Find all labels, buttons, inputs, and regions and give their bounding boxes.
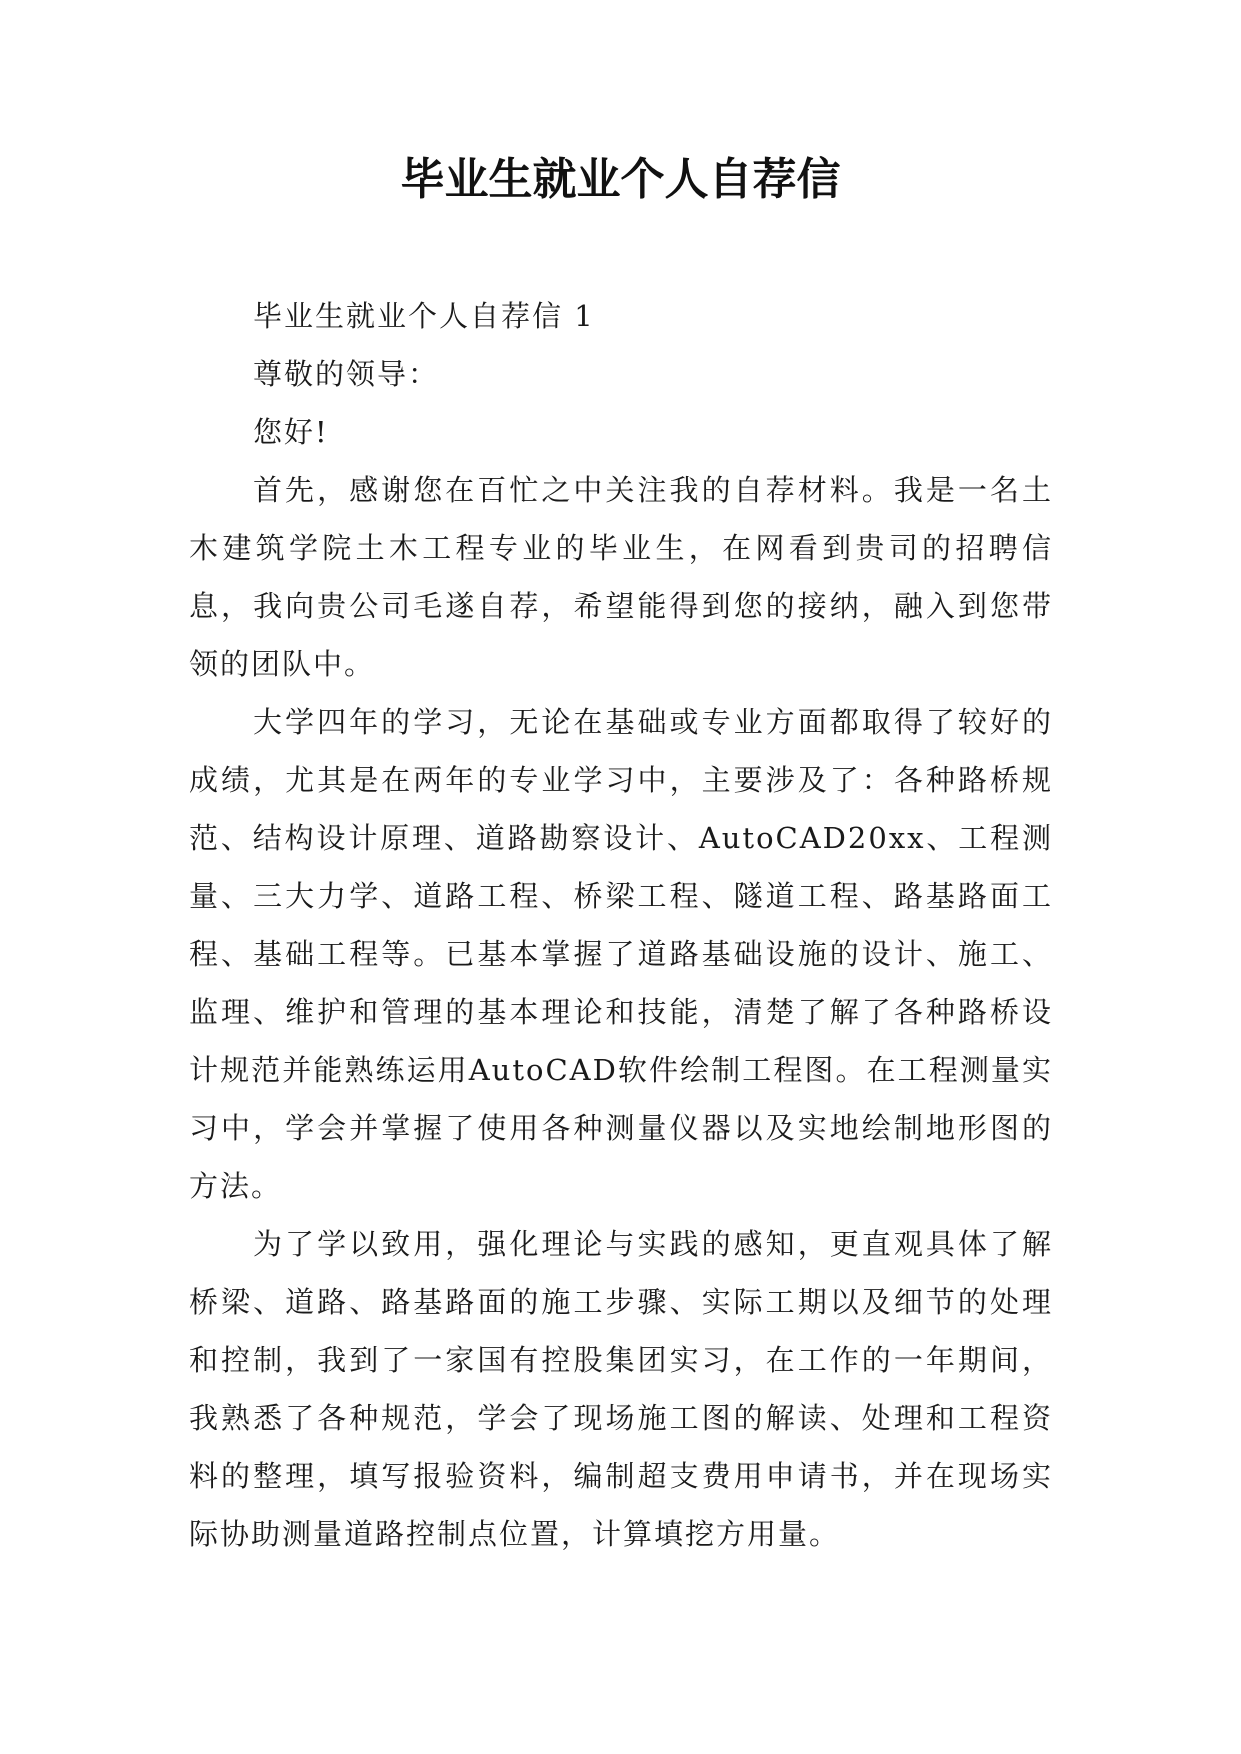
body-paragraph: 为了学以致用，强化理论与实践的感知，更直观具体了解桥梁、道路、路基路面的施工步骤、实际工期以及细节的处理和控制，我到了一家国有控股集团实习，在工作的一年期间，我熟悉了各种规范，学会了现场施工图的解读、处理和工程资料的整理，填写报验资料，编制超支费用申请书，并在现场实际协助测量道路控制点位置，计算填挖方用量。 xyxy=(189,1227,1053,1551)
document-body xyxy=(189,287,1053,1563)
body-paragraph: 大学四年的学习，无论在基础或专业方面都取得了较好的成绩，尤其是在两年的专业学习中，主要涉及了：各种路桥规范、结构设计原理、道路勘察设计、AutoCAD20xx、工程测量、三大力学、道路工程、桥梁工程、隧道工程、路基路面工程、基础工程等。已基本掌握了道路基础设施的设计、施工、监理、维护和管理的基本理论和技能，清楚了解了各种路桥设计规范并能熟练运用AutoCAD软件绘制工程图。在工程测量实习中，学会并掌握了使用各种测量仪器以及实地绘制地形图的方法。 xyxy=(189,705,1053,1203)
salutation: 尊敬的领导： xyxy=(253,357,440,391)
body-paragraph: 首先，感谢您在百忙之中关注我的自荐材料。我是一名土木建筑学院土木工程专业的毕业生，在网看到贵司的招聘信息，我向贵公司毛遂自荐，希望能得到您的接纳，融入到您带领的团队中。 xyxy=(189,473,1053,681)
document-title: 毕业生就业个人自荐信 xyxy=(400,154,841,205)
greeting: 您好! xyxy=(253,415,329,449)
letter-heading: 毕业生就业个人自荐信 1 xyxy=(253,299,595,333)
